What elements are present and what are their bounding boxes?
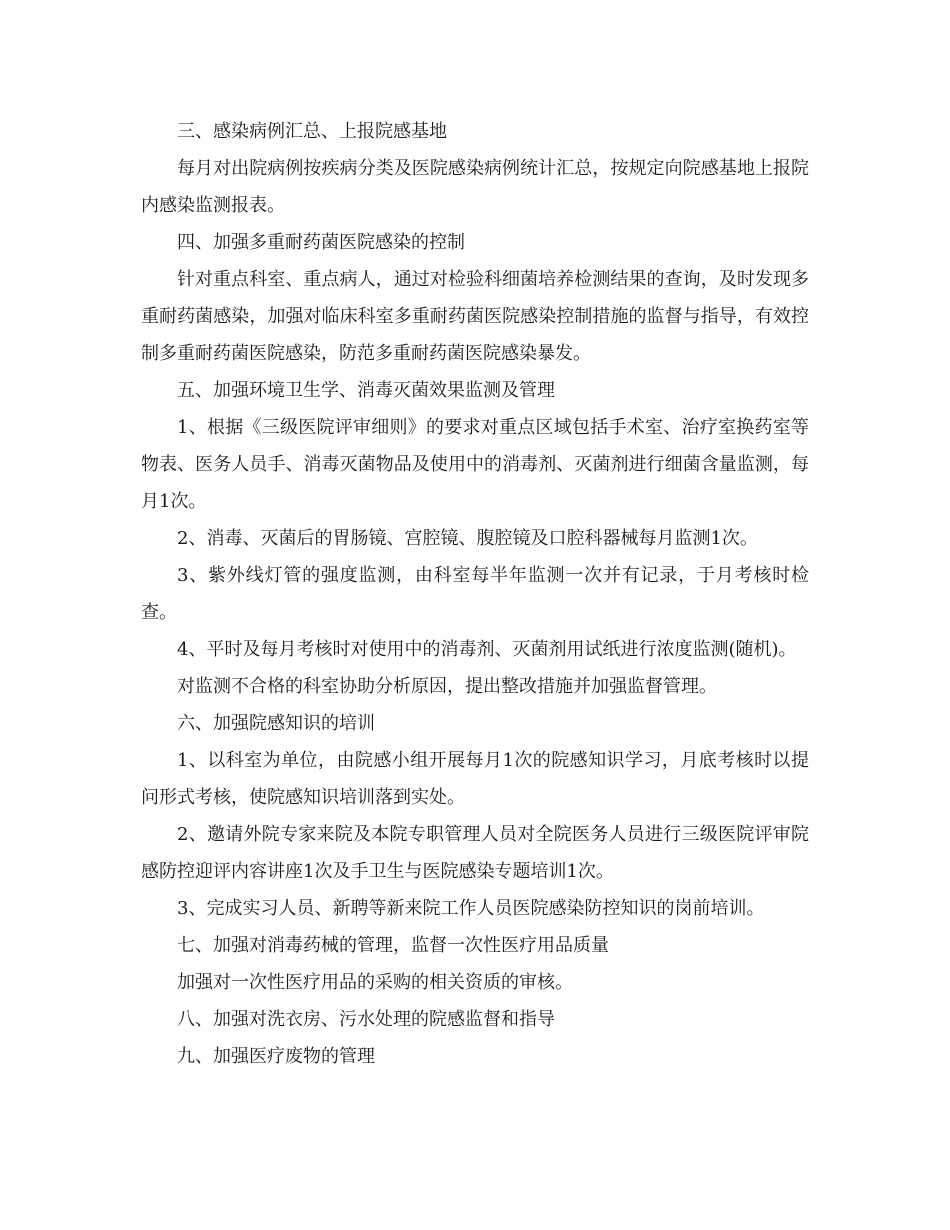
paragraph: 针对重点科室、重点病人，通过对检验科细菌培养检测结果的查询，及时发现多重耐药菌感染，加强对临床科室多重耐药菌医院感染控制措施的监督与指导，有效控制多重耐药菌医院感染，防范多重耐药菌医院感染暴发。 <box>141 269 809 364</box>
section-heading-6: 六、加强院感知识的培训 <box>177 713 375 734</box>
section-heading-5: 五、加强环境卫生学、消毒灭菌效果监测及管理 <box>177 380 555 401</box>
paragraph: 对监测不合格的科室协助分析原因，提出整改措施并加强监督管理。 <box>177 676 717 697</box>
list-item: 2、消毒、灭菌后的胃肠镜、宫腔镜、腹腔镜及口腔科器械每月监测1次。 <box>177 528 758 549</box>
list-item: 3、紫外线灯管的强度监测，由科室每半年监测一次并有记录，于月考核时检查。 <box>141 565 809 623</box>
list-item: 4、平时及每月考核时对使用中的消毒剂、灭菌剂用试纸进行浓度监测(随机)。 <box>177 639 797 660</box>
section-heading-3: 三、感染病例汇总、上报院感基地 <box>177 121 447 142</box>
section-heading-8: 八、加强对洗衣房、污水处理的院感监督和指导 <box>177 1009 555 1030</box>
list-item: 1、以科室为单位，由院感小组开展每月1次的院感知识学习，月底考核时以提问形式考核，使院感知识培训落到实处。 <box>141 750 809 808</box>
paragraph: 加强对一次性医疗用品的采购的相关资质的审核。 <box>177 972 573 993</box>
list-item: 3、完成实习人员、新聘等新来院工作人员医院感染防控知识的岗前培训。 <box>177 898 765 919</box>
list-item: 1、根据《三级医院评审细则》的要求对重点区域包括手术室、治疗室换药室等物表、医务人员手、消毒灭菌物品及使用中的消毒剂、灭菌剂进行细菌含量监测，每月1次。 <box>141 417 809 512</box>
list-item: 2、邀请外院专家来院及本院专职管理人员对全院医务人员进行三级医院评审院感防控迎评内容讲座1次及手卫生与医院感染专题培训1次。 <box>141 824 809 882</box>
paragraph: 每月对出院病例按疾病分类及医院感染病例统计汇总，按规定向院感基地上报院内感染监测报表。 <box>141 158 809 216</box>
section-heading-7: 七、加强对消毒药械的管理，监督一次性医疗用品质量 <box>177 935 609 956</box>
section-heading-4: 四、加强多重耐药菌医院感染的控制 <box>177 232 465 253</box>
section-heading-9: 九、加强医疗废物的管理 <box>177 1046 375 1067</box>
document-body <box>141 113 809 1075</box>
